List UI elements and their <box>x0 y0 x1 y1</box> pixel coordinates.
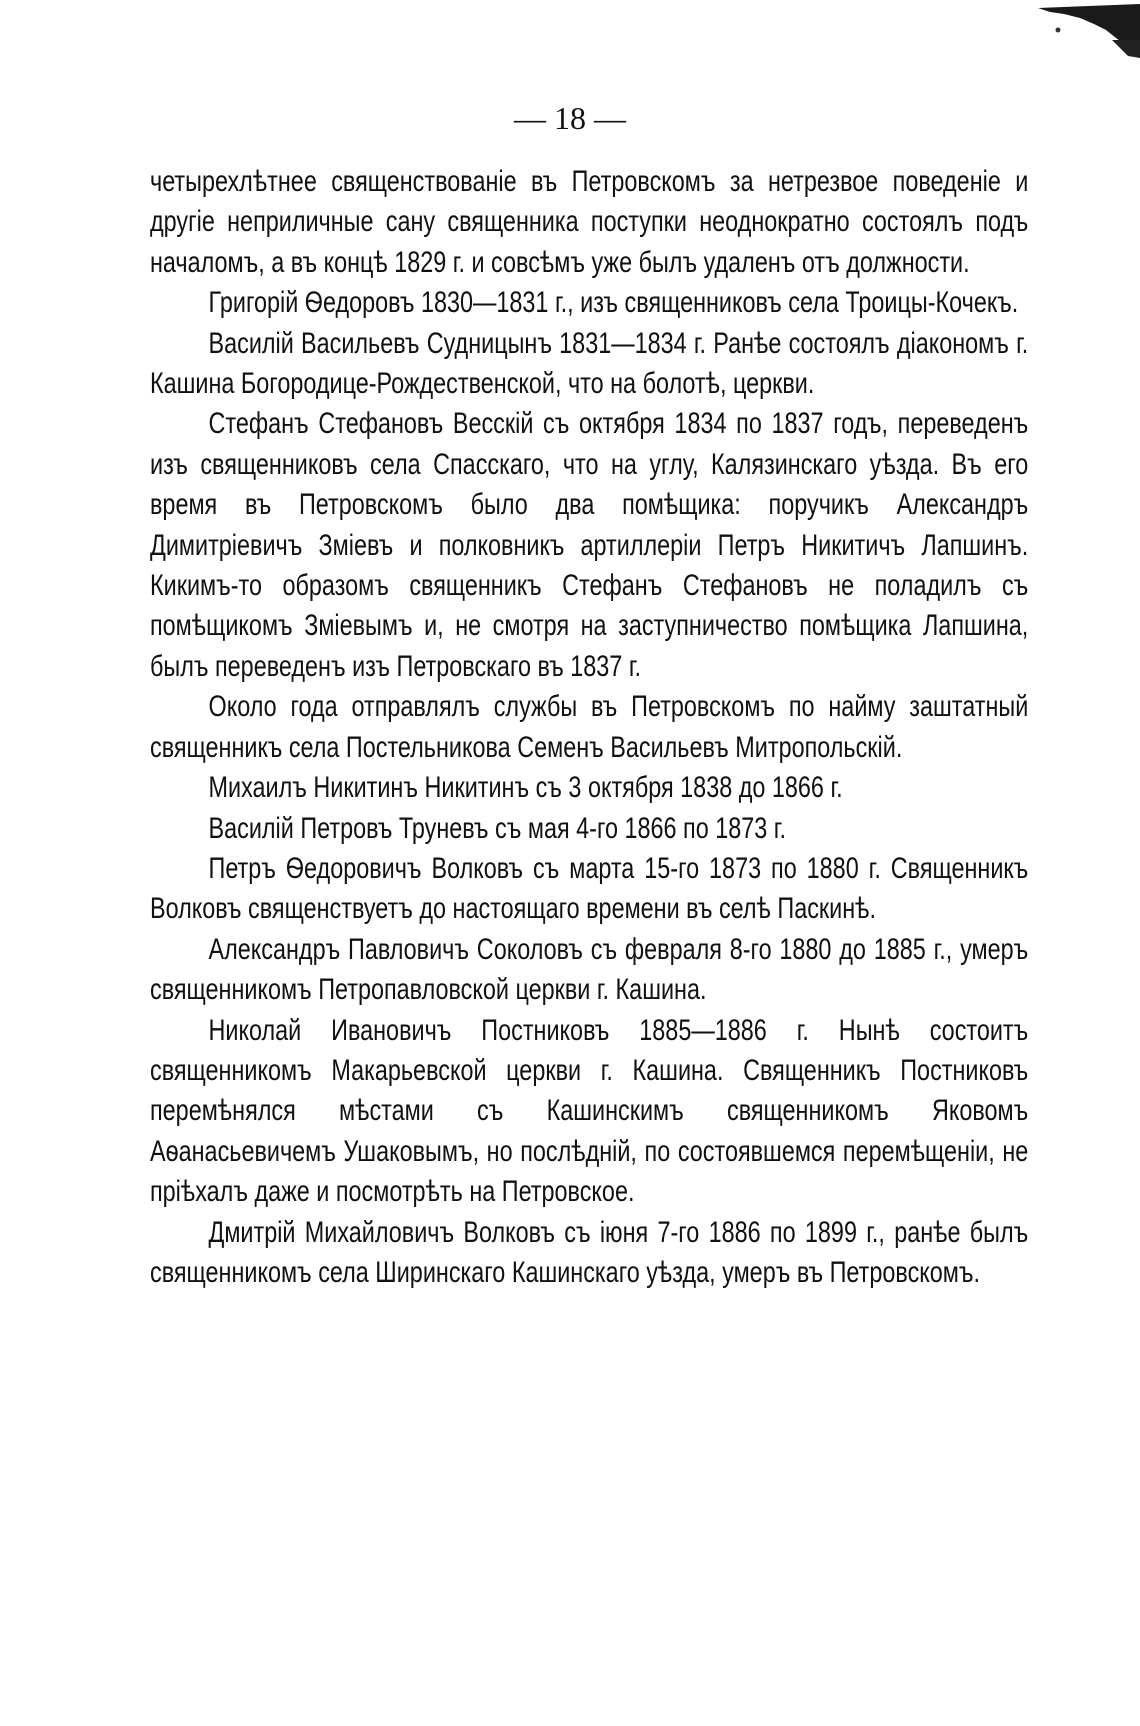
paragraph: Григорій Ѳедоровъ 1830—1831 г., изъ священниковъ села Троицы-Кочекъ. <box>208 286 1019 320</box>
paragraph: Василій Петровъ Труневъ съ мая 4-го 1866 по 1873 г. <box>208 811 786 845</box>
paragraph: Александръ Павловичъ Соколовъ съ февраля 8-го 1880 до 1885 г., умеръ священникомъ Петропавловской церкви г. Кашина. <box>150 932 1029 1007</box>
page-number: — 18 — <box>514 100 626 136</box>
paragraph: Петръ Ѳедоровичъ Волковъ съ марта 15-го 1873 по 1880 г. Священникъ Волковъ священствуетъ до настоящаго времени въ селѣ Паскинѣ. <box>150 851 1029 926</box>
paragraph: Около года отправлялъ службы въ Петровскомъ по найму заштатный священникъ села Постельникова Семенъ Васильевъ Митропольскій. <box>150 690 1029 764</box>
paragraph: Василій Васильевъ Судницынъ 1831—1834 г. Ранѣе состоялъ діакономъ г. Кашина Богородице-Рождественской, что на болотѣ, церкви. <box>150 326 1029 401</box>
text-body <box>150 162 1029 1293</box>
paragraph: Дмитрій Михайловичъ Волковъ съ іюня 7-го 1886 по 1899 г., ранѣе былъ священникомъ села Ширинскаго Кашинскаго уѣзда, умеръ въ Петровскомъ. <box>150 1215 1029 1289</box>
paragraph: Михаилъ Никитинъ Никитинъ съ 3 октября 1838 до 1866 г. <box>208 771 843 805</box>
paragraph: четырехлѣтнее священствованіе въ Петровскомъ за нетрезвое поведеніе и другіе неприличные сану священника поступки неоднократно состоялъ подъ началомъ, а въ концѣ 1829 г. и совсѣмъ уже былъ удаленъ отъ должности. <box>150 165 1029 279</box>
paragraph: Николай Ивановичъ Постниковъ 1885—1886 г. Нынѣ состоитъ священникомъ Макарьевской церкви г. Кашина. Священникъ Постниковъ перемѣнялся мѣстами съ Кашинскимъ священникомъ Яковомъ Аѳанасьевичемъ Ушаковымъ, но послѣдній, по состоявшемся перемѣщеніи, не пріѣхалъ даже и посмотрѣть на Петровское. <box>150 1013 1029 1209</box>
paragraph: Стефанъ Стефановъ Весскій съ октября 1834 по 1837 годъ, переведенъ изъ священниковъ села Спасскаго, что на углу, Калязинскаго уѣзда. Въ его время въ Петровскомъ было два помѣщика: поручикъ Александръ Димитріевичъ Зміевъ и полковникъ артиллеріи Петръ Никитичъ Лапшинъ. Кикимъ-то образомъ священникъ Стефанъ Стефановъ не поладилъ съ помѣщикомъ Зміевымъ и, не смотря на заступничество помѣщика Лапшина, былъ переведенъ изъ Петровскаго въ 1837 г. <box>150 407 1029 683</box>
scan-ink-blot <box>1020 0 1140 70</box>
